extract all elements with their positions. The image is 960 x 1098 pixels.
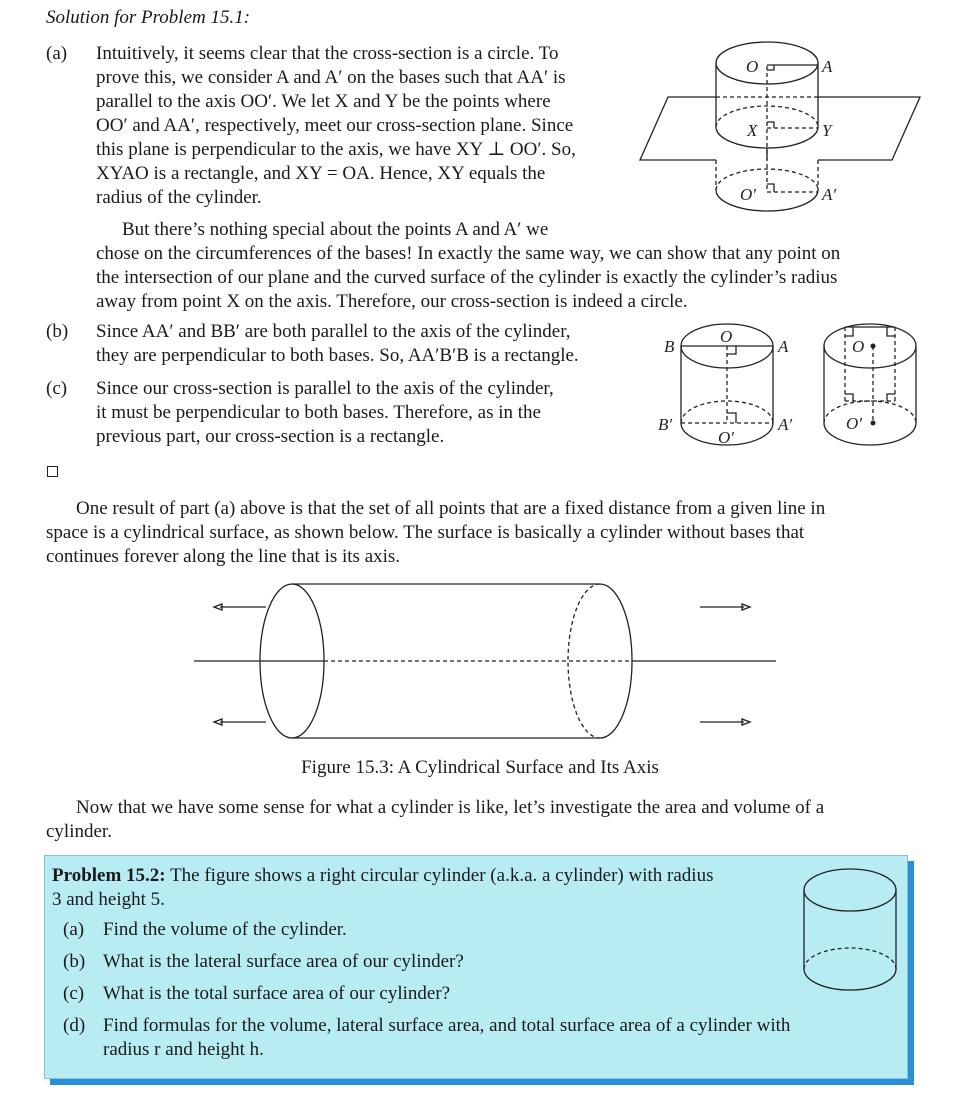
cylinder-plane-figure <box>630 30 960 220</box>
part-text: Find formulas for the volume, lateral surface area, and total surface area of a cylinder with <box>103 1015 791 1036</box>
part-c-line: it must be perpendicular to both bases. Therefore, as in the <box>96 402 541 423</box>
part-text: What is the total surface area of our cylinder? <box>103 983 451 1004</box>
part-a-line: radius of the cylinder. <box>96 187 262 208</box>
problem-part-d <box>63 1014 903 1062</box>
paragraph-line: One result of part (a) above is that the set of all points that are a fixed distance from a given line in <box>76 498 826 519</box>
part-label: (c) <box>46 378 68 399</box>
label-X: X <box>747 121 758 140</box>
label-A-prime: A′ <box>822 185 837 204</box>
part-a-line: Intuitively, it seems clear that the cross-section is a circle. To <box>96 43 559 64</box>
part-label: (a) <box>46 43 68 64</box>
part-label: (a) <box>63 919 85 940</box>
part-b-line: Since AA′ and BB′ are both parallel to the axis of the cylinder, <box>96 321 571 342</box>
axial-section-figure <box>640 310 810 480</box>
paragraph-line: space is a cylindrical surface, as shown below. The surface is basically a cylinder without bases that <box>46 522 805 543</box>
qed-box-icon <box>47 466 58 477</box>
paragraph-cylindrical-surface <box>46 497 920 569</box>
problem-cylinder-figure <box>800 866 900 996</box>
paragraph-line: continues forever along the line that is its axis. <box>46 546 401 567</box>
part-a-line: prove this, we consider A and A′ on the bases such that AA′ is <box>96 67 566 88</box>
part-a-line: OO′ and AA′, respectively, meet our cross-section plane. Since <box>96 115 574 136</box>
problem-part-a <box>63 918 903 950</box>
part-c-line: Since our cross-section is parallel to the axis of the cylinder, <box>96 378 554 399</box>
part-c-line: previous part, our cross-section is a rectangle. <box>96 426 445 447</box>
part-label: (c) <box>63 983 85 1004</box>
label-A: A <box>778 337 789 356</box>
problem-intro: The figure shows a right circular cylinder (a.k.a. a cylinder) with radius <box>170 865 714 886</box>
label-O-prime: O′ <box>846 414 862 433</box>
label-B: B <box>664 337 675 356</box>
part-b-line: they are perpendicular to both bases. So, AA′B′B is a rectangle. <box>96 345 579 366</box>
problem-title: Problem 15.2: <box>52 865 166 886</box>
cylindrical-surface-figure <box>180 570 800 750</box>
part-a-line: XYAO is a rectangle, and XY = OA. Hence, XY equals the <box>96 163 546 184</box>
continuation-line: away from point X on the axis. Therefore, our cross-section is indeed a circle. <box>96 291 688 312</box>
label-B-prime: B′ <box>658 415 673 434</box>
problem-part-b <box>63 950 903 982</box>
problem-box <box>44 855 908 1079</box>
paragraph-line: Now that we have some sense for what a cylinder is like, let’s investigate the area and volume of a <box>76 797 825 818</box>
continuation-line: But there’s nothing special about the points A and A′ we <box>122 219 549 240</box>
part-label: (b) <box>63 951 86 972</box>
part-a-line: parallel to the axis OO′. We let X and Y be the points where <box>96 91 551 112</box>
label-Y: Y <box>822 121 832 140</box>
part-label: (d) <box>63 1015 86 1036</box>
parallel-section-figure <box>820 310 930 480</box>
label-O-prime: O′ <box>740 185 756 204</box>
part-text: What is the lateral surface area of our cylinder? <box>103 951 464 972</box>
paragraph-investigate <box>46 796 920 844</box>
label-O: O <box>720 327 733 346</box>
continuation-line: the intersection of our plane and the curved surface of the cylinder is exactly the cylinder’s radius <box>96 267 838 288</box>
part-label: (b) <box>46 321 69 342</box>
paragraph-line: cylinder. <box>46 821 112 842</box>
part-a-continuation <box>96 218 926 314</box>
part-text: Find the volume of the cylinder. <box>103 919 347 940</box>
problem-intro: 3 and height 5. <box>52 889 165 910</box>
label-O-prime: O′ <box>718 428 734 447</box>
label-A-prime: A′ <box>778 415 793 434</box>
solution-heading: Solution for Problem 15.1: <box>46 7 251 28</box>
problem-part-c <box>63 982 903 1014</box>
label-O: O <box>852 337 865 356</box>
part-a-line: this plane is perpendicular to the axis, we have XY ⊥ OO′. So, <box>96 139 576 160</box>
continuation-line: chose on the circumferences of the bases! In exactly the same way, we can show that any point on <box>96 243 841 264</box>
label-A: A <box>822 57 833 76</box>
part-text: radius r and height h. <box>103 1039 264 1060</box>
label-O: O <box>746 57 759 76</box>
figure-caption: Figure 15.3: A Cylindrical Surface and Its Axis <box>301 757 659 778</box>
